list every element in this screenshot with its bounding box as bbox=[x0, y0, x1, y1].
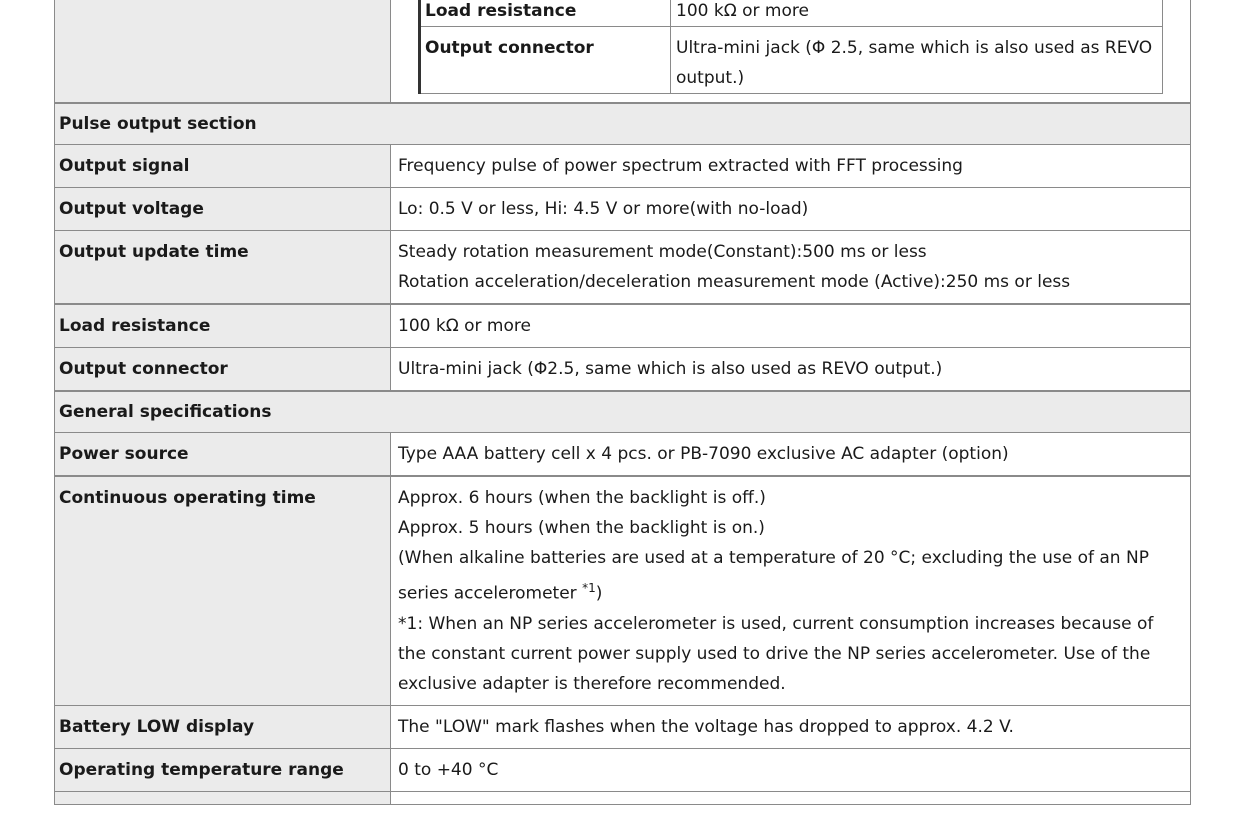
nested-output-connector-value: Ultra-mini jack (Φ 2.5, same which is also used as REVO output.) bbox=[671, 27, 1163, 94]
footnote-marker: *1 bbox=[582, 581, 596, 595]
section-title: General specifications bbox=[55, 391, 1191, 433]
battery-low-label: Battery LOW display bbox=[55, 705, 391, 748]
output-connector-label: Output connector bbox=[55, 348, 391, 392]
nested-load-resistance-value: 100 kΩ or more bbox=[671, 0, 1163, 27]
operating-time-backlight-on: Approx. 5 hours (when the backlight is on.) bbox=[398, 518, 765, 538]
row-operating-temperature bbox=[55, 748, 1191, 791]
output-connector-value: Ultra-mini jack (Φ2.5, same which is also used as REVO output.) bbox=[391, 348, 1191, 392]
continuous-operating-time-label: Continuous operating time bbox=[55, 476, 391, 705]
section-title: Pulse output section bbox=[55, 103, 1191, 145]
operating-time-conditions bbox=[398, 543, 1185, 609]
empty-label-cell bbox=[55, 0, 391, 103]
continuous-operating-time-value bbox=[391, 476, 1191, 705]
row-next-partial bbox=[55, 791, 1191, 804]
nested-row bbox=[55, 0, 1191, 103]
power-source-value: Type AAA battery cell x 4 pcs. or PB-7090 exclusive AC adapter (option) bbox=[391, 433, 1191, 477]
operating-temperature-value: 0 to +40 °C bbox=[391, 748, 1191, 791]
nested-row-output-connector bbox=[420, 27, 1163, 94]
operating-time-backlight-off: Approx. 6 hours (when the backlight is off.) bbox=[398, 488, 766, 508]
output-update-time-label: Output update time bbox=[55, 231, 391, 305]
load-resistance-label: Load resistance bbox=[55, 304, 391, 348]
row-output-signal bbox=[55, 145, 1191, 188]
section-header-general bbox=[55, 391, 1191, 433]
output-signal-label: Output signal bbox=[55, 145, 391, 188]
operating-temperature-label: Operating temperature range bbox=[55, 748, 391, 791]
nested-row-load-resistance bbox=[420, 0, 1163, 27]
output-signal-value: Frequency pulse of power spectrum extracted with FFT processing bbox=[391, 145, 1191, 188]
output-voltage-label: Output voltage bbox=[55, 188, 391, 231]
update-time-line-active: Rotation acceleration/deceleration measurement mode (Active):250 ms or less bbox=[398, 272, 1071, 292]
conditions-text: (When alkaline batteries are used at a temperature of 20 °C; excluding the use of an NP series accelerometer bbox=[398, 548, 1149, 604]
battery-low-value: The "LOW" mark flashes when the voltage has dropped to approx. 4.2 V. bbox=[391, 705, 1191, 748]
row-battery-low-display bbox=[55, 705, 1191, 748]
row-continuous-operating-time bbox=[55, 476, 1191, 705]
row-power-source bbox=[55, 433, 1191, 477]
row-output-update-time bbox=[55, 231, 1191, 305]
row-output-connector bbox=[55, 348, 1191, 392]
footnote-text: *1: When an NP series accelerometer is used, current consumption increases because of the constant current power supply used to drive the NP series accelerometer. Use of the exclusive adapter is therefore recommended. bbox=[398, 613, 1154, 694]
nested-table-cell bbox=[391, 0, 1191, 103]
update-time-line-constant: Steady rotation measurement mode(Constant):500 ms or less bbox=[398, 242, 927, 262]
output-update-time-value bbox=[391, 231, 1191, 305]
nested-output-connector-label: Output connector bbox=[420, 27, 671, 94]
power-source-label: Power source bbox=[55, 433, 391, 477]
output-voltage-value: Lo: 0.5 V or less, Hi: 4.5 V or more(with no-load) bbox=[391, 188, 1191, 231]
section-header-pulse-output bbox=[55, 103, 1191, 145]
specifications-table bbox=[54, 0, 1191, 805]
nested-load-resistance-label: Load resistance bbox=[420, 0, 671, 27]
next-row-label bbox=[55, 791, 391, 804]
nested-spec-table bbox=[418, 0, 1163, 94]
next-row-value bbox=[391, 791, 1191, 804]
conditions-close: ) bbox=[595, 583, 603, 604]
load-resistance-value: 100 kΩ or more bbox=[391, 304, 1191, 348]
row-output-voltage bbox=[55, 188, 1191, 231]
row-load-resistance bbox=[55, 304, 1191, 348]
